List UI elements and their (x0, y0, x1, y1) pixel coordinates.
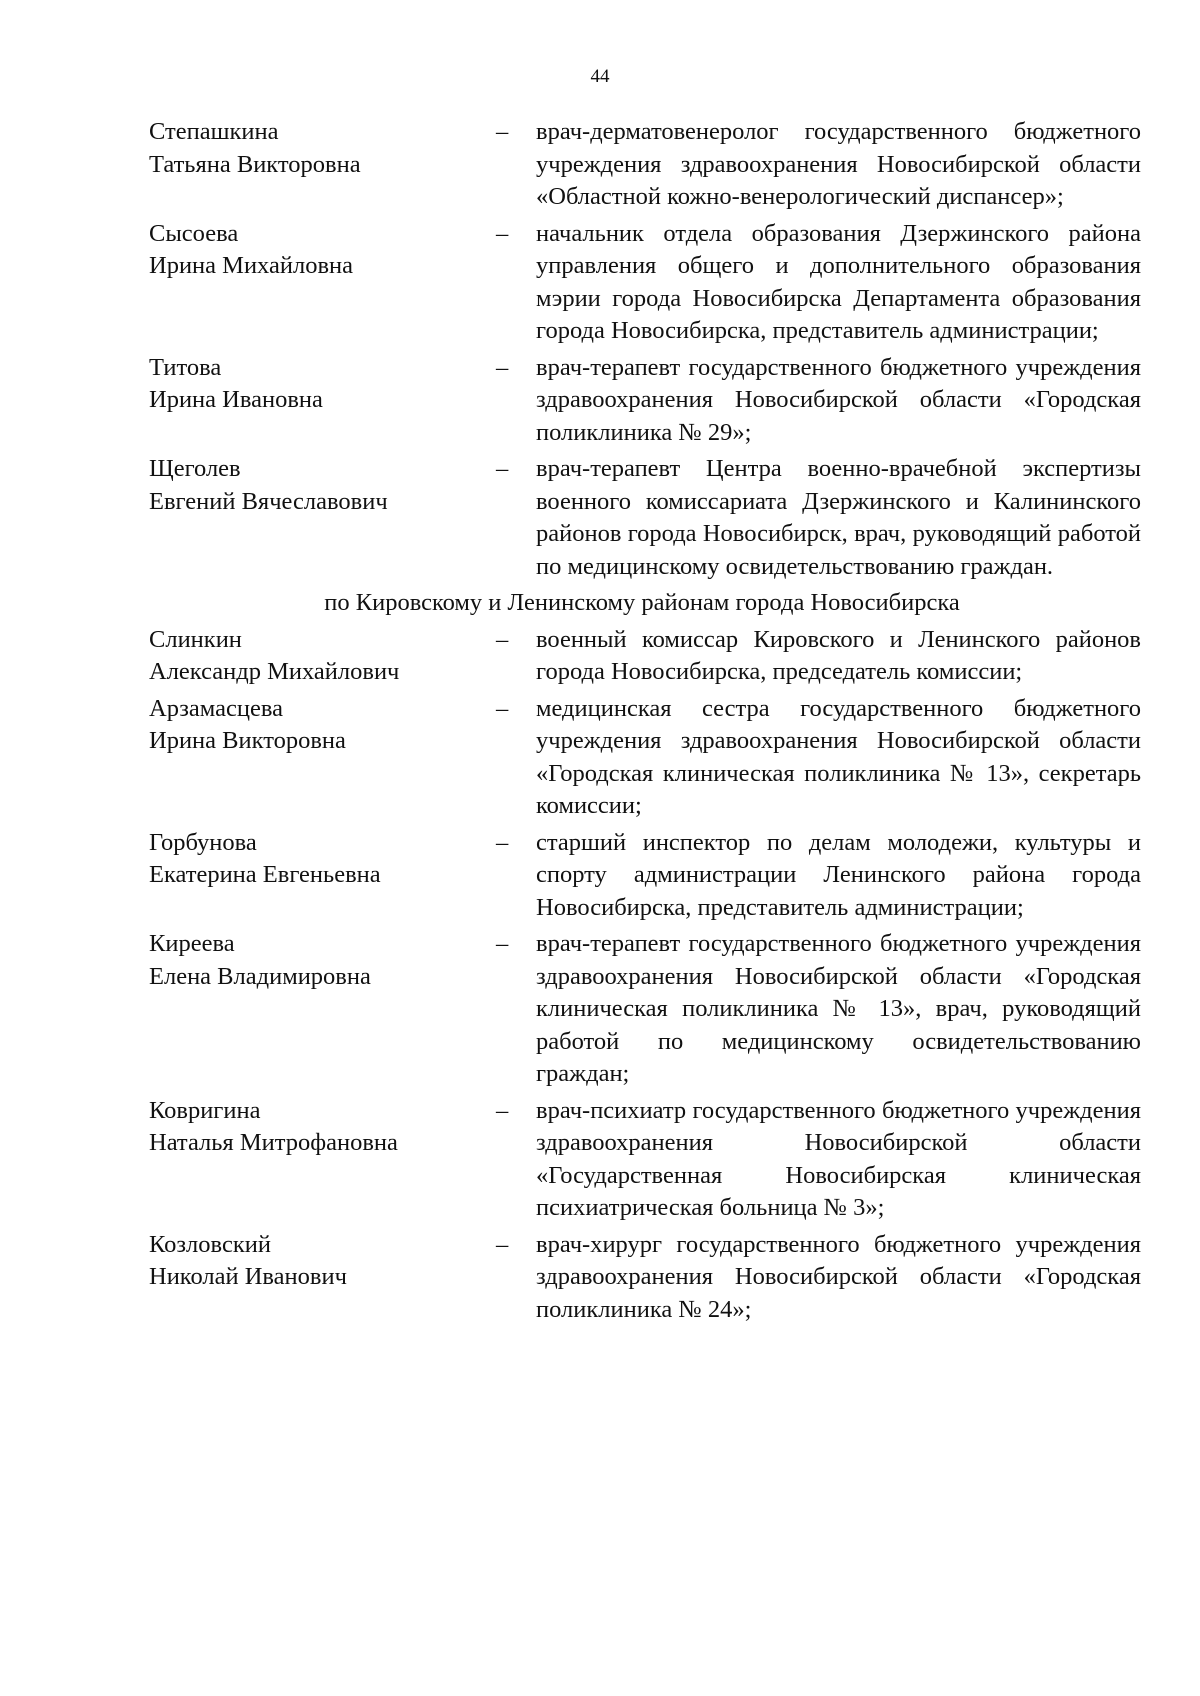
member-role: врач-хирург государственного бюджетного учреждения здравоохранения Новосибирской области «Городская поликлиника № 24»; (536, 1230, 1141, 1323)
commission-member (149, 693, 1141, 823)
member-name (149, 352, 496, 450)
page-number: 44 (590, 66, 610, 87)
member-role: врач-терапевт Центра военно-врачебной экспертизы военного комиссариата Дзержинского и Калининского районов города Новосибирск, врач, руководящий работой по медицинскому освидетельствованию граждан. (536, 455, 1141, 580)
dash-separator: – (496, 118, 509, 145)
member-role: начальник отдела образования Дзержинского района управления общего и дополнительного образования мэрии города Новосибирска Департамента образования города Новосибирска, представитель администрации; (536, 219, 1141, 344)
member-given-names: Татьяна Викторовна (149, 150, 361, 178)
member-name (149, 1095, 496, 1225)
member-role: старший инспектор по делам молодежи, культуры и спорту администрации Ленинского района города Новосибирска, представитель администрации; (536, 828, 1141, 921)
member-role: медицинская сестра государственного бюджетного учреждения здравоохранения Новосибирской области «Городская клиническая поликлиника № 13», секретарь комиссии; (536, 694, 1141, 819)
member-given-names: Ирина Викторовна (149, 727, 346, 754)
member-surname: Арзамасцева (149, 694, 283, 722)
dash-separator: – (496, 1096, 509, 1124)
member-role: врач-терапевт государственного бюджетного учреждения здравоохранения Новосибирской области «Городская поликлиника № 29»; (536, 353, 1141, 446)
commission-member (149, 1095, 1141, 1225)
member-given-names: Николай Иванович (149, 1263, 347, 1290)
member-name (149, 116, 496, 214)
member-role: врач-терапевт государственного бюджетного учреждения здравоохранения Новосибирской области «Городская клиническая поликлиника № 13», врач, руководящий работой по медицинскому освидетельствованию граждан; (536, 930, 1141, 1087)
member-name (149, 827, 496, 925)
commission-member (149, 352, 1141, 450)
member-given-names: Александр Михайлович (149, 658, 400, 685)
member-surname: Горбунова (149, 828, 257, 856)
member-role: врач-психиатр государственного бюджетного учреждения здравоохранения Новосибирской области «Государственная Новосибирская клиническая психиатрическая больница № 3»; (536, 1096, 1141, 1221)
commission-member (149, 218, 1141, 348)
member-surname: Слинкин (149, 625, 242, 653)
member-name (149, 218, 496, 348)
member-name (149, 928, 496, 1091)
member-given-names: Екатерина Евгеньевна (149, 861, 381, 888)
member-name (149, 453, 496, 583)
commission-member (149, 624, 1141, 689)
member-surname: Сысоева (149, 219, 239, 247)
dash-separator: – (496, 930, 509, 957)
dash-separator: – (496, 625, 509, 653)
member-given-names: Ирина Ивановна (149, 386, 323, 413)
dash-separator: – (496, 828, 509, 856)
member-given-names: Наталья Митрофановна (149, 1129, 398, 1156)
dash-separator: – (496, 353, 509, 381)
member-surname: Титова (149, 353, 222, 381)
member-name (149, 693, 496, 823)
member-given-names: Евгений Вячеславович (149, 487, 388, 515)
commission-member (149, 116, 1141, 214)
commission-member (149, 453, 1141, 583)
document-body (149, 116, 1141, 1330)
member-surname: Степашкина (149, 118, 279, 145)
member-surname: Козловский (149, 1230, 271, 1258)
dash-separator: – (496, 219, 509, 247)
member-surname: Щеголев (149, 455, 241, 482)
member-name (149, 1229, 496, 1327)
member-surname: Киреева (149, 930, 235, 957)
commission-member (149, 827, 1141, 925)
member-given-names: Елена Владимировна (149, 962, 371, 990)
member-role: военный комиссар Кировского и Ленинского районов города Новосибирска, председатель комиссии; (536, 625, 1141, 685)
member-surname: Ковригина (149, 1096, 261, 1124)
member-given-names: Ирина Михайловна (149, 252, 354, 279)
commission-member (149, 1229, 1141, 1327)
commission-member (149, 928, 1141, 1091)
member-name (149, 624, 496, 689)
dash-separator: – (496, 455, 509, 482)
member-role: врач-дерматовенеролог государственного бюджетного учреждения здравоохранения Новосибирской области «Областной кожно-венерологический диспансер»; (536, 118, 1141, 210)
dash-separator: – (496, 1230, 509, 1258)
dash-separator: – (496, 694, 509, 722)
section-heading: по Кировскому и Ленинскому районам города Новосибирска (324, 589, 960, 616)
